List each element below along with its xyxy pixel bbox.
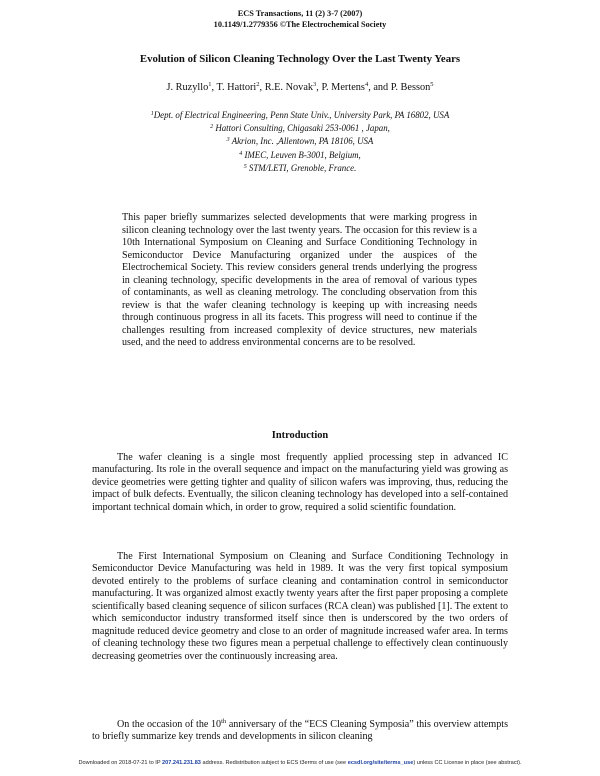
intro-paragraph-3: On the occasion of the 10th anniversary of the “ECS Cleaning Symposia” this overview attempts to briefly summarize key trends and developments in silicon cleaning xyxy=(92,718,508,743)
section-heading-introduction: Introduction xyxy=(271,430,329,441)
intro-paragraph-1: The wafer cleaning is a single most frequently applied processing step in advanced IC manufacturing. Its role in the overall sequence and impact on the manufacturing yield was growing as device geometries were getting tighter and quality of silicon wafers was improving, thus, reducing the impact of bulk defects. Eventually, the silicon cleaning technology has developed into a self-contained important technical domain which, in order to grow, required a solid scientific foundation. xyxy=(92,452,508,513)
ip-address: 207.241.231.83 xyxy=(162,760,201,766)
download-footer: Downloaded on 2018-07-21 to IP 207.241.231.83 address. Redistribution subject to ECS t3erms of use (see ecsdl.org/site/terms_use) unless CC License in place (see abstract). xyxy=(78,760,522,766)
terms-link[interactable]: ecsdl.org/site/terms_use xyxy=(347,760,414,766)
intro-paragraph-2: The First International Symposium on Cleaning and Surface Conditioning Technology in Semiconductor Device Manufacturing was held in 1989. It was the very first topical symposium devoted entirely to the problems of surface cleaning and contamination control in semiconductor manufacturing. It was organized almost exactly twenty years after the first paper proposing a complete scientifically based cleaning sequence of silicon surfaces (RCA clean) was published [1]. The extent to which semiconductor industry transformed itself since then is underscored by the two orders of magnitude reduced device geometry and close to an order of magnitude increased wafer area. In terms of cleaning technology these two figures mean a perpetual challenge to effectively clean continuously decreasing geometries over the continuously increasing area. xyxy=(92,551,508,662)
affiliation: $^3$ Akrion, Inc. ,Allentown, PA 18106, USA xyxy=(226,136,374,147)
page-number: 3 xyxy=(301,760,305,766)
journal-citation: ECS Transactions, 11 (2) 3-7 (2007) xyxy=(237,9,363,18)
author-list xyxy=(0,81,600,93)
affiliation: $^4$ IMEC, Leuven B-3001, Belgium, xyxy=(239,149,361,160)
doi-copyright: 10.1149/1.2779356 ©The Electrochemical Society xyxy=(213,19,387,29)
affiliation: $^5$ STM/LETI, Grenoble, France. xyxy=(243,162,357,173)
author: J. Ruzyllo$^1$, xyxy=(166,81,217,93)
paper-title: Evolution of Silicon Cleaning Technology Over the Last Twenty Years xyxy=(139,53,461,65)
author: P. Besson$^5$ xyxy=(390,81,434,93)
author: P. Mertens$^4$, and xyxy=(321,81,391,93)
author: R.E. Novak$^3$, xyxy=(264,81,322,93)
affiliation-list xyxy=(0,108,600,174)
journal-header xyxy=(0,9,600,30)
abstract: This paper briefly summarizes selected developments that were marking progress in silicon cleaning technology over the last twenty years. The occasion for this review is a 10th International Symposium on Cleaning and Surface Conditioning Technology in Semiconductor Device Manufacturing organized under the auspices of the Electrochemical Society. This review considers general trends underlying the progress in cleaning technology, specific developments in the area of removal of various types of contaminants, as well as cleaning metrology. The concluding observation from this review is that the wafer cleaning technology is keeping up with increasing needs through continuous progress in all its facets. This progress will need to continue if the challenges resulting from increased complexity of device structures, new materials used, and the need to address environmental concerns are to be resolved. xyxy=(122,212,477,349)
affiliation: $^1$Dept. of Electrical Engineering, Penn State Univ., University Park, PA 16802, USA xyxy=(150,110,450,120)
author: T. Hattori$^2$, xyxy=(216,81,265,93)
affiliation: $^2$ Hattori Consulting, Chigasaki 253-0061 , Japan, xyxy=(210,123,390,134)
